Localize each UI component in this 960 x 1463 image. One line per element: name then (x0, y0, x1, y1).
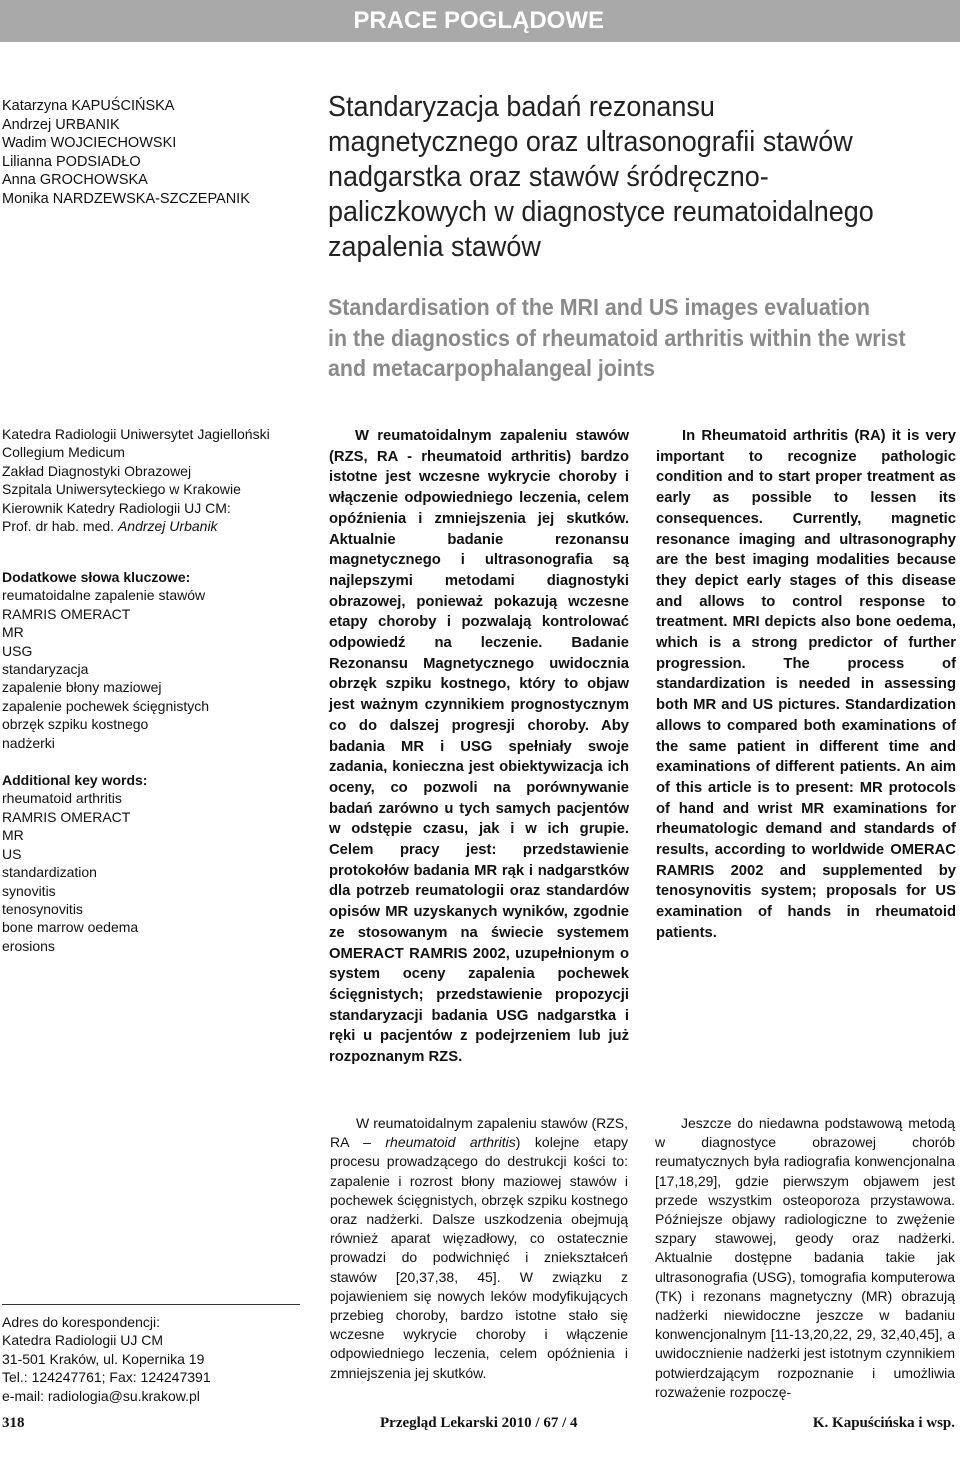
author-list (2, 97, 302, 209)
affiliation-line: Kierownik Katedry Radiologii UJ CM: (2, 499, 231, 516)
author-name: Lilianna PODSIADŁO (2, 153, 141, 170)
keyword-pl: reumatoidalne zapalenie stawów (2, 587, 206, 604)
keyword-en: rheumatoid arthritis (2, 790, 122, 807)
keyword-pl: zapalenie błony maziowej (2, 679, 162, 696)
affiliation-head (2, 517, 302, 535)
page-footer (0, 1415, 960, 1439)
author-name: Katarzyna KAPUŚCIŃSKA (2, 98, 175, 114)
keyword-pl: nadżerki (2, 734, 55, 751)
correspondence-address (2, 1313, 302, 1405)
body-text-column-1 (330, 1114, 628, 1383)
article-title-pl (328, 90, 914, 265)
title-en-line: and metacarpophalangeal joints (328, 355, 655, 381)
affiliation-line: Szpitala Uniwersyteckiego w Krakowie (2, 481, 241, 498)
keyword-pl: zapalenie pochewek ścięgnistych (2, 697, 210, 714)
running-author: K. Kapuścińska i wsp. (812, 1415, 955, 1431)
affiliation-line: Collegium Medicum (2, 444, 125, 461)
keyword-pl: standaryzacja (2, 661, 89, 678)
keyword-en: standardization (2, 864, 97, 881)
title-pl-line: magnetycznego oraz ultrasonografii stawów (328, 126, 853, 158)
keyword-en: tenosynovitis (2, 900, 83, 917)
keyword-pl: RAMRIS OMERACT (2, 605, 131, 622)
author-name: Wadim WOJCIECHOWSKI (2, 135, 177, 152)
keyword-en: erosions (2, 937, 55, 954)
keyword-pl: MR (2, 624, 24, 641)
correspondence-line: Adres do korespondencji: (2, 1314, 160, 1330)
page-number: 318 (2, 1415, 25, 1431)
correspondence-divider (2, 1304, 300, 1305)
section-header-bar (0, 0, 960, 42)
correspondence-line: Tel.: 124247761; Fax: 124247391 (2, 1369, 211, 1386)
affiliation-prof-name: Andrzej Urbanik (117, 518, 218, 535)
keyword-en: US (2, 845, 22, 862)
affiliation-line: Katedra Radiologii Uniwersytet Jagielloński (2, 426, 270, 442)
keywords-block (2, 568, 302, 955)
keyword-pl: USG (2, 642, 33, 659)
keyword-pl: obrzęk szpiku kostnego (2, 716, 149, 733)
body-col1-term: rheumatoid arthritis (385, 1134, 516, 1151)
title-pl-line: zapalenia stawów (328, 231, 541, 263)
journal-citation: Przegląd Lekarski 2010 / 67 / 4 (380, 1415, 578, 1431)
affiliation-line: Zakład Diagnostyki Obrazowej (2, 462, 192, 479)
author-name: Andrzej URBANIK (2, 116, 120, 133)
abstract-en: In Rheumatoid arthritis (RA) it is very important to recognize pathologic condition and to start proper treatment as early as possible to lessen its consequences. Currently, magnetic resonance imaging and ultrasonography are the best imaging modalities because they depict early stages of this disease and allows to control response to treatment. MRI depicts also bone oedema, which is a strong predictor of further progression. The process of standardization is needed in assessing both MR and US pictures. Standardization allows to compared both examinations of the same patient in different time and examinations of different patients. An aim of this article is to present: MR protocols of hand and wrist MR examinations for rheumatologic demand and standards of results, according to worldwide OMERAC RAMRIS 2002 and supplemented by tenosynovitis system; proposals for US examination of hands in rheumatoid patients. (656, 428, 956, 941)
affiliation-prof-title: Prof. dr hab. med. (2, 518, 118, 535)
title-pl-line: Standaryzacja badań rezonansu (328, 91, 715, 123)
correspondence-line: 31-501 Kraków, ul. Kopernika 19 (2, 1350, 205, 1367)
author-name: Monika NARDZEWSKA-SZCZEPANIK (2, 190, 250, 207)
body-text-column-2: Jeszcze do niedawna podstawową metodą w diagnostyce obrazowej chorób reumatycznych była radiografia konwencjonalna [17,18,29], gdzie pierwszym objawem jest przede wszystkim osteoporoza przystawowa. Późniejsze objawy radiologiczne to zwężenie szpary stawowej, geody oraz nadżerki. Aktualnie dostępne badania takie jak ultrasonografia (USG), tomografia komputerowa (TK) i rezonans magnetyczny (MR) obrazują nadżerki niewidoczne jeszcze w badaniu konwencjonalnym [11-13,20,22, 29, 32,40,45], a uwidocznienie nadżerki jest istotnym czynnikiem potwierdzającym rozpoznanie i umożliwia rozważenie rozpoczę- (655, 1115, 955, 1400)
title-en-line: Standardisation of the MRI and US images evaluation (328, 294, 870, 320)
keywords-en-heading: Additional key words: (2, 772, 148, 789)
title-en-line: in the diagnostics of rheumatoid arthritis within the wrist (328, 324, 906, 351)
author-name: Anna GROCHOWSKA (2, 172, 148, 189)
keyword-en: synovitis (2, 882, 56, 899)
correspondence-line: e-mail: radiologia@su.krakow.pl (2, 1387, 200, 1404)
keywords-pl-heading: Dodatkowe słowa kluczowe: (2, 569, 191, 585)
keyword-en: bone marrow oedema (2, 919, 139, 936)
affiliation (2, 425, 302, 535)
section-header-label: PRACE POGLĄDOWE (353, 7, 604, 34)
body-col1-text: W reumatoidalnym zapaleniu stawów (RZS, RA – (330, 1115, 628, 1151)
keyword-en: RAMRIS OMERACT (2, 808, 131, 825)
correspondence-line: Katedra Radiologii UJ CM (2, 1332, 164, 1349)
body-col1-text-cont: ) kolejne etapy procesu prowadzącego do destrukcji kości to: zapalenie i rozrost błony maziowej stawów i pochewek ścięgnistych, obrzęk szpiku kostnego oraz nadżerki. Dalsze uszkodzenia obejmują również aparat więzadłowy, co ostatecznie prowadzi do podwichnięć i zniekształceń stawów [20,37,38, 45]. W związku z pojawieniem się nowych leków modyfikujących przebieg choroby, bardzo istotne stało się wczesne wykrycie choroby i włączenie odpowiedniego leczenia, celem opóźnienia i zmniejszenia jej skutków. (330, 1134, 628, 1381)
title-pl-line: nadgarstka oraz stawów śródręczno- (328, 161, 769, 193)
article-title-en (328, 292, 933, 384)
abstract-pl: W reumatoidalnym zapaleniu stawów (RZS, RA - rheumatoid arthritis) bardzo istotne jest wczesne wykrycie choroby i włączenie odpowiedniego leczenia, celem opóźnienia i zmniejszenia jej skutków. Aktualnie badanie rezonansu magnetycznego i ultrasonografia są najlepszymi metodami diagnostyki obrazowej, ponieważ pokazują wczesne etapy choroby i pozwalają kontrolować odpowiedź na leczenie. Badanie Rezonansu Magnetycznego uwidocznia obrzęk szpiku kostnego, który to objaw jest ważnym czynnikiem prognostycznym co do dalszej progresji choroby. Aby badania MR i USG spełniały swoje zadania, konieczna jest obiektywizacja ich oceny, co pozwoli na porównywanie badań zarówno u tych samych pacjentów w odstępie czasu, jak i w ich grupie. Celem pracy jest: przedstawienie protokołów badania MR rąk i nadgarstków dla potrzeb reumatologii oraz standardów opisów MR uzyskanych wyników, zgodnie ze stosowanym na świecie systemem OMERACT RAMRIS 2002, uzupełnionym o system oceny zapalenia pochewek ścięgnistych; przedstawienie propozycji standaryzacji badania USG nadgarstka i ręki u pacjentów z podejrzeniem lub już rozpoznanym RZS. (329, 428, 629, 1066)
title-pl-line: paliczkowych w diagnostyce reumatoidalnego (328, 196, 874, 228)
keyword-en: MR (2, 827, 24, 844)
